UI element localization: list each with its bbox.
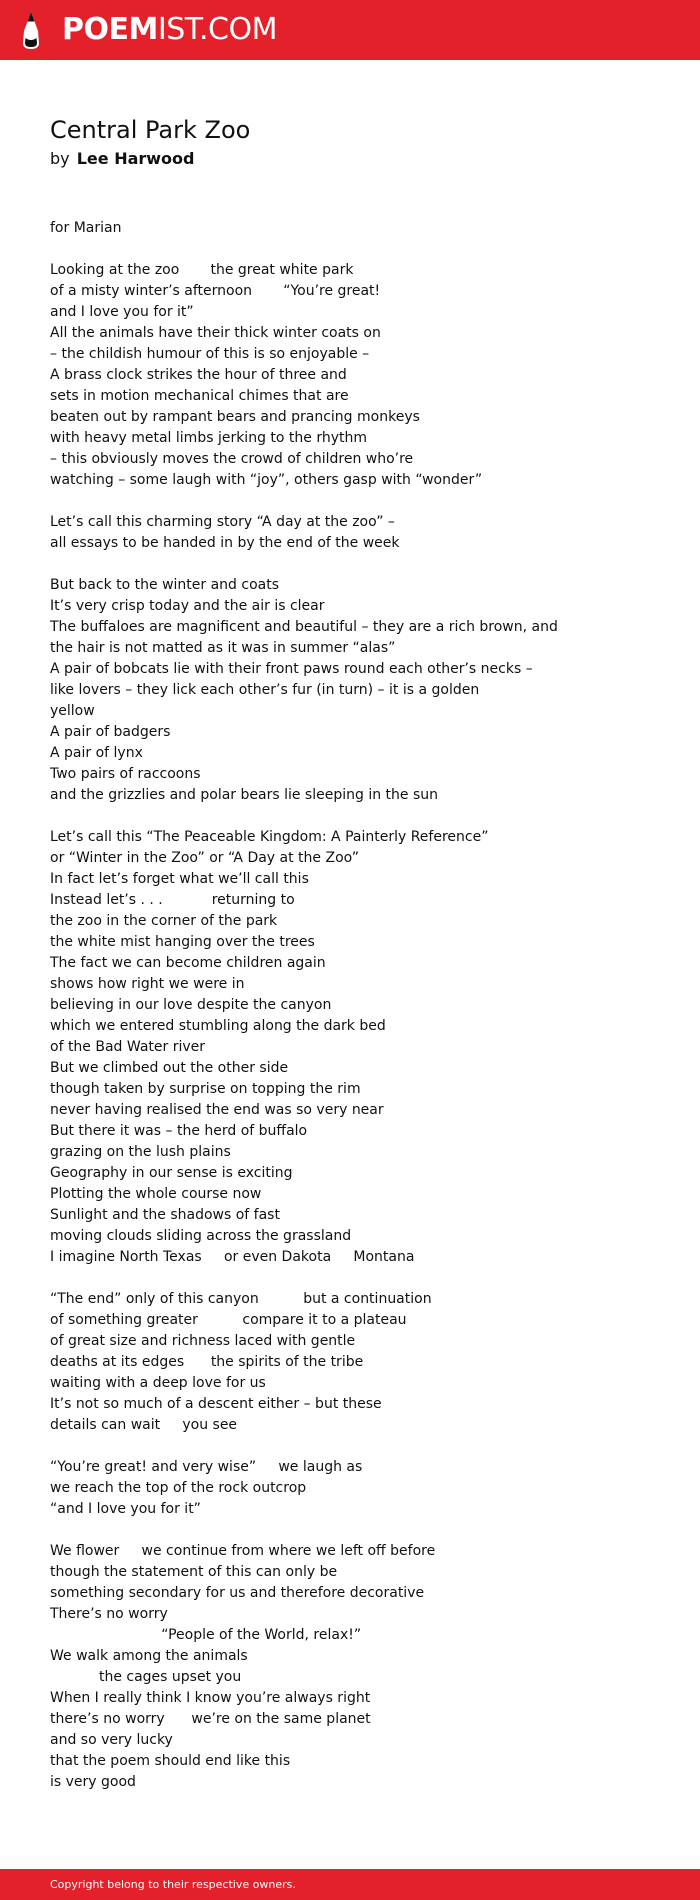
poem-line: details can wait you see xyxy=(50,1417,238,1433)
poem-line: All the animals have their thick winter coats on xyxy=(50,325,381,341)
poem-line: waiting with a deep love for us xyxy=(50,1375,266,1391)
poem-line: of the Bad Water river xyxy=(50,1039,206,1055)
stanza-break xyxy=(50,239,670,260)
poem-line: yellow xyxy=(50,703,95,719)
stanza-break xyxy=(50,1436,670,1457)
poem-line: – the childish humour of this is so enjoyable – xyxy=(50,346,370,362)
poem-line: which we entered stumbling along the dark bed xyxy=(50,1018,386,1034)
poem-line: When I really think I know you’re always right xyxy=(50,1690,371,1706)
poem-line: of great size and richness laced with gentle xyxy=(50,1333,356,1349)
poem-line: Geography in our sense is exciting xyxy=(50,1165,293,1181)
poem-line: is very good xyxy=(50,1774,136,1790)
poem-line: – this obviously moves the crowd of children who’re xyxy=(50,451,414,467)
stanza-break xyxy=(50,491,670,512)
stanza-break xyxy=(50,1520,670,1541)
poem-line: “The end” only of this canyon but a continuation xyxy=(50,1291,432,1307)
by-label: by xyxy=(50,149,70,168)
poem-line: like lovers – they lick each other’s fur (in turn) – it is a golden xyxy=(50,682,480,698)
poem-line: There’s no worry xyxy=(50,1606,168,1622)
poem-line: there’s no worry we’re on the same planet xyxy=(50,1711,371,1727)
logo-bold-text: POEM xyxy=(62,12,158,47)
poem-line: Sunlight and the shadows of fast xyxy=(50,1207,280,1223)
poem-line: the white mist hanging over the trees xyxy=(50,934,315,950)
poem-line: In fact let’s forget what we’ll call this xyxy=(50,871,309,887)
poem-line: The fact we can become children again xyxy=(50,955,326,971)
poem-line: Instead let’s . . . returning to xyxy=(50,892,295,908)
poem-title: Central Park Zoo xyxy=(50,116,251,144)
poem-line: It’s not so much of a descent either – but these xyxy=(50,1396,382,1412)
site-logo[interactable] xyxy=(62,12,277,48)
poem-line: and the grizzlies and polar bears lie sleeping in the sun xyxy=(50,787,438,803)
poem-line: We flower we continue from where we left off before xyxy=(50,1543,436,1559)
poem-line: with heavy metal limbs jerking to the rhythm xyxy=(50,430,368,446)
stanza-break xyxy=(50,554,670,575)
poem-line: and so very lucky xyxy=(50,1732,173,1748)
poem-byline xyxy=(50,148,194,170)
pencil-tip-icon[interactable] xyxy=(18,11,44,51)
poem-line: the cages upset you xyxy=(50,1669,242,1685)
poem-line: of something greater compare it to a plateau xyxy=(50,1312,407,1328)
poem-line: A pair of lynx xyxy=(50,745,143,761)
poem-line: something secondary for us and therefore decorative xyxy=(50,1585,425,1601)
poem-line: or “Winter in the Zoo” or “A Day at the Zoo” xyxy=(50,850,359,866)
poem-line: the hair is not matted as it was in summer “alas” xyxy=(50,640,396,656)
site-header xyxy=(0,0,700,60)
poem-line: Let’s call this “The Peaceable Kingdom: A Painterly Reference” xyxy=(50,829,489,845)
poem-author: Lee Harwood xyxy=(76,149,195,168)
poem-line: all essays to be handed in by the end of the week xyxy=(50,535,400,551)
poem-line: shows how right we were in xyxy=(50,976,245,992)
stanza-break xyxy=(50,1268,670,1289)
poem-line: I imagine North Texas or even Dakota Montana xyxy=(50,1249,415,1265)
poem-body xyxy=(50,218,670,1793)
poem-line: and I love you for it” xyxy=(50,304,194,320)
poem-line: though the statement of this can only be xyxy=(50,1564,338,1580)
poem-line: believing in our love despite the canyon xyxy=(50,997,332,1013)
poem-line: deaths at its edges the spirits of the tribe xyxy=(50,1354,364,1370)
copyright-text: Copyright belong to their respective owners. xyxy=(50,1878,296,1891)
poem-line: But we climbed out the other side xyxy=(50,1060,289,1076)
poem-line: beaten out by rampant bears and prancing monkeys xyxy=(50,409,420,425)
poem-line: sets in motion mechanical chimes that are xyxy=(50,388,349,404)
poem-line: moving clouds sliding across the grassland xyxy=(50,1228,352,1244)
poem-line: The buffaloes are magnificent and beautiful – they are a rich brown, and xyxy=(50,619,558,635)
poem-line: grazing on the lush plains xyxy=(50,1144,231,1160)
poem-line: “and I love you for it” xyxy=(50,1501,201,1517)
logo-light-text: IST.COM xyxy=(157,12,277,47)
poem-line: though taken by surprise on topping the rim xyxy=(50,1081,361,1097)
stanza-break xyxy=(50,806,670,827)
poem-line: that the poem should end like this xyxy=(50,1753,291,1769)
poem-line: But back to the winter and coats xyxy=(50,577,280,593)
poem-line: Plotting the whole course now xyxy=(50,1186,262,1202)
site-footer xyxy=(0,1869,700,1900)
poem-line: But there it was – the herd of buffalo xyxy=(50,1123,308,1139)
poem-line: Two pairs of raccoons xyxy=(50,766,201,782)
poem-line: we reach the top of the rock outcrop xyxy=(50,1480,307,1496)
poem-line: never having realised the end was so very near xyxy=(50,1102,384,1118)
poem-line: A pair of bobcats lie with their front paws round each other’s necks – xyxy=(50,661,533,677)
poem-line: for Marian xyxy=(50,220,122,236)
poem-line: the zoo in the corner of the park xyxy=(50,913,278,929)
poem-line: Let’s call this charming story “A day at the zoo” – xyxy=(50,514,395,530)
poem-line: A brass clock strikes the hour of three and xyxy=(50,367,347,383)
poem-line: We walk among the animals xyxy=(50,1648,248,1664)
poem-line: of a misty winter’s afternoon “You’re great! xyxy=(50,283,381,299)
poem-line: watching – some laugh with “joy”, others gasp with “wonder” xyxy=(50,472,483,488)
poem-line: It’s very crisp today and the air is clear xyxy=(50,598,325,614)
poem-line: “You’re great! and very wise” we laugh as xyxy=(50,1459,363,1475)
poem-line: “People of the World, relax!” xyxy=(50,1627,362,1643)
poem-line: Looking at the zoo the great white park xyxy=(50,262,354,278)
poem-line: A pair of badgers xyxy=(50,724,171,740)
